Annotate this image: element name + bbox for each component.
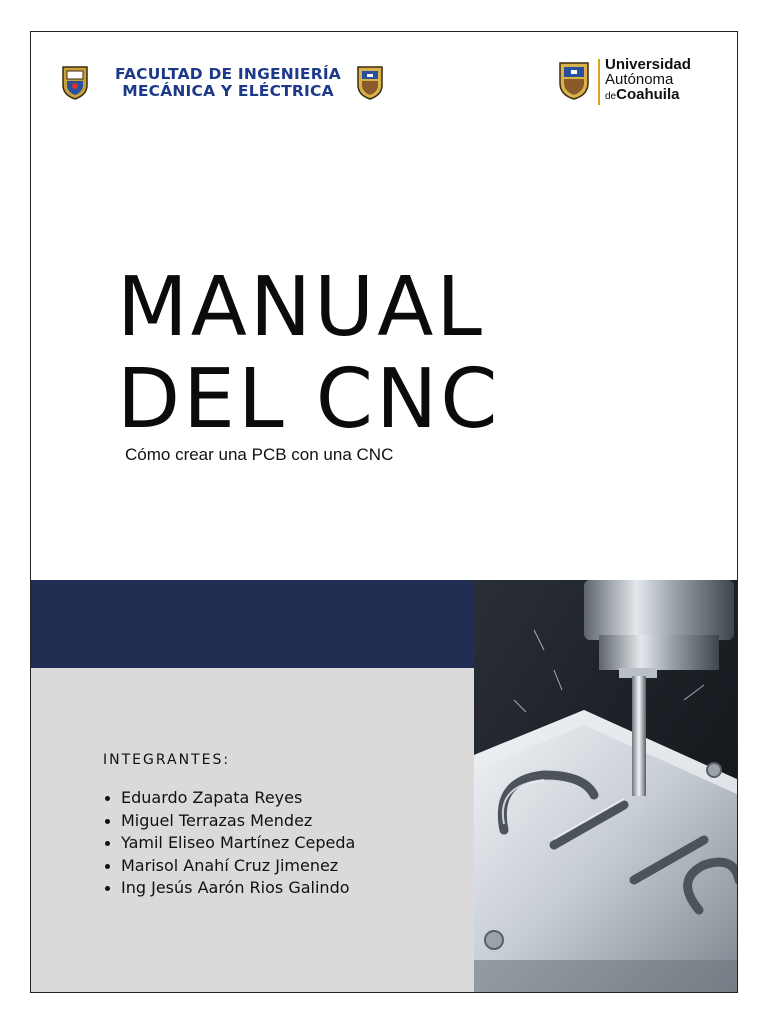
faculty-crest-icon <box>59 65 91 101</box>
university-name-line1: Universidad <box>605 56 691 73</box>
cover-page <box>30 31 738 993</box>
university-name-line3: Coahuila <box>616 86 680 103</box>
university-name <box>605 57 691 104</box>
university-crest-icon <box>354 65 386 101</box>
cnc-milling-photo <box>474 580 738 993</box>
cnc-milling-photo-image <box>474 580 738 993</box>
university-name-line2: Autónoma <box>605 71 674 88</box>
document-title <box>117 262 501 446</box>
uadec-crest-icon <box>557 61 591 101</box>
faculty-title-line1: FACULTAD DE INGENIERÍA <box>114 65 342 83</box>
navy-band <box>31 580 474 668</box>
members-list <box>103 787 355 900</box>
members-heading: INTEGRANTES: <box>103 752 231 768</box>
faculty-title-line2: MECÁNICA Y ELÉCTRICA <box>122 82 334 100</box>
university-divider <box>598 59 600 105</box>
university-logo <box>543 57 713 109</box>
member-item: Marisol Anahí Cruz Jimenez <box>103 855 355 878</box>
document-title-line1: MANUAL <box>117 260 485 355</box>
member-item: Ing Jesús Aarón Rios Galindo <box>103 877 355 900</box>
document-title-line2: DEL CNC <box>117 352 501 447</box>
member-item: Yamil Eliseo Martínez Cepeda <box>103 832 355 855</box>
university-name-prefix: de <box>605 91 617 102</box>
member-item: Miguel Terrazas Mendez <box>103 810 355 833</box>
document-subtitle: Cómo crear una PCB con una CNC <box>125 445 394 464</box>
member-item: Eduardo Zapata Reyes <box>103 787 355 810</box>
faculty-title <box>103 66 353 100</box>
